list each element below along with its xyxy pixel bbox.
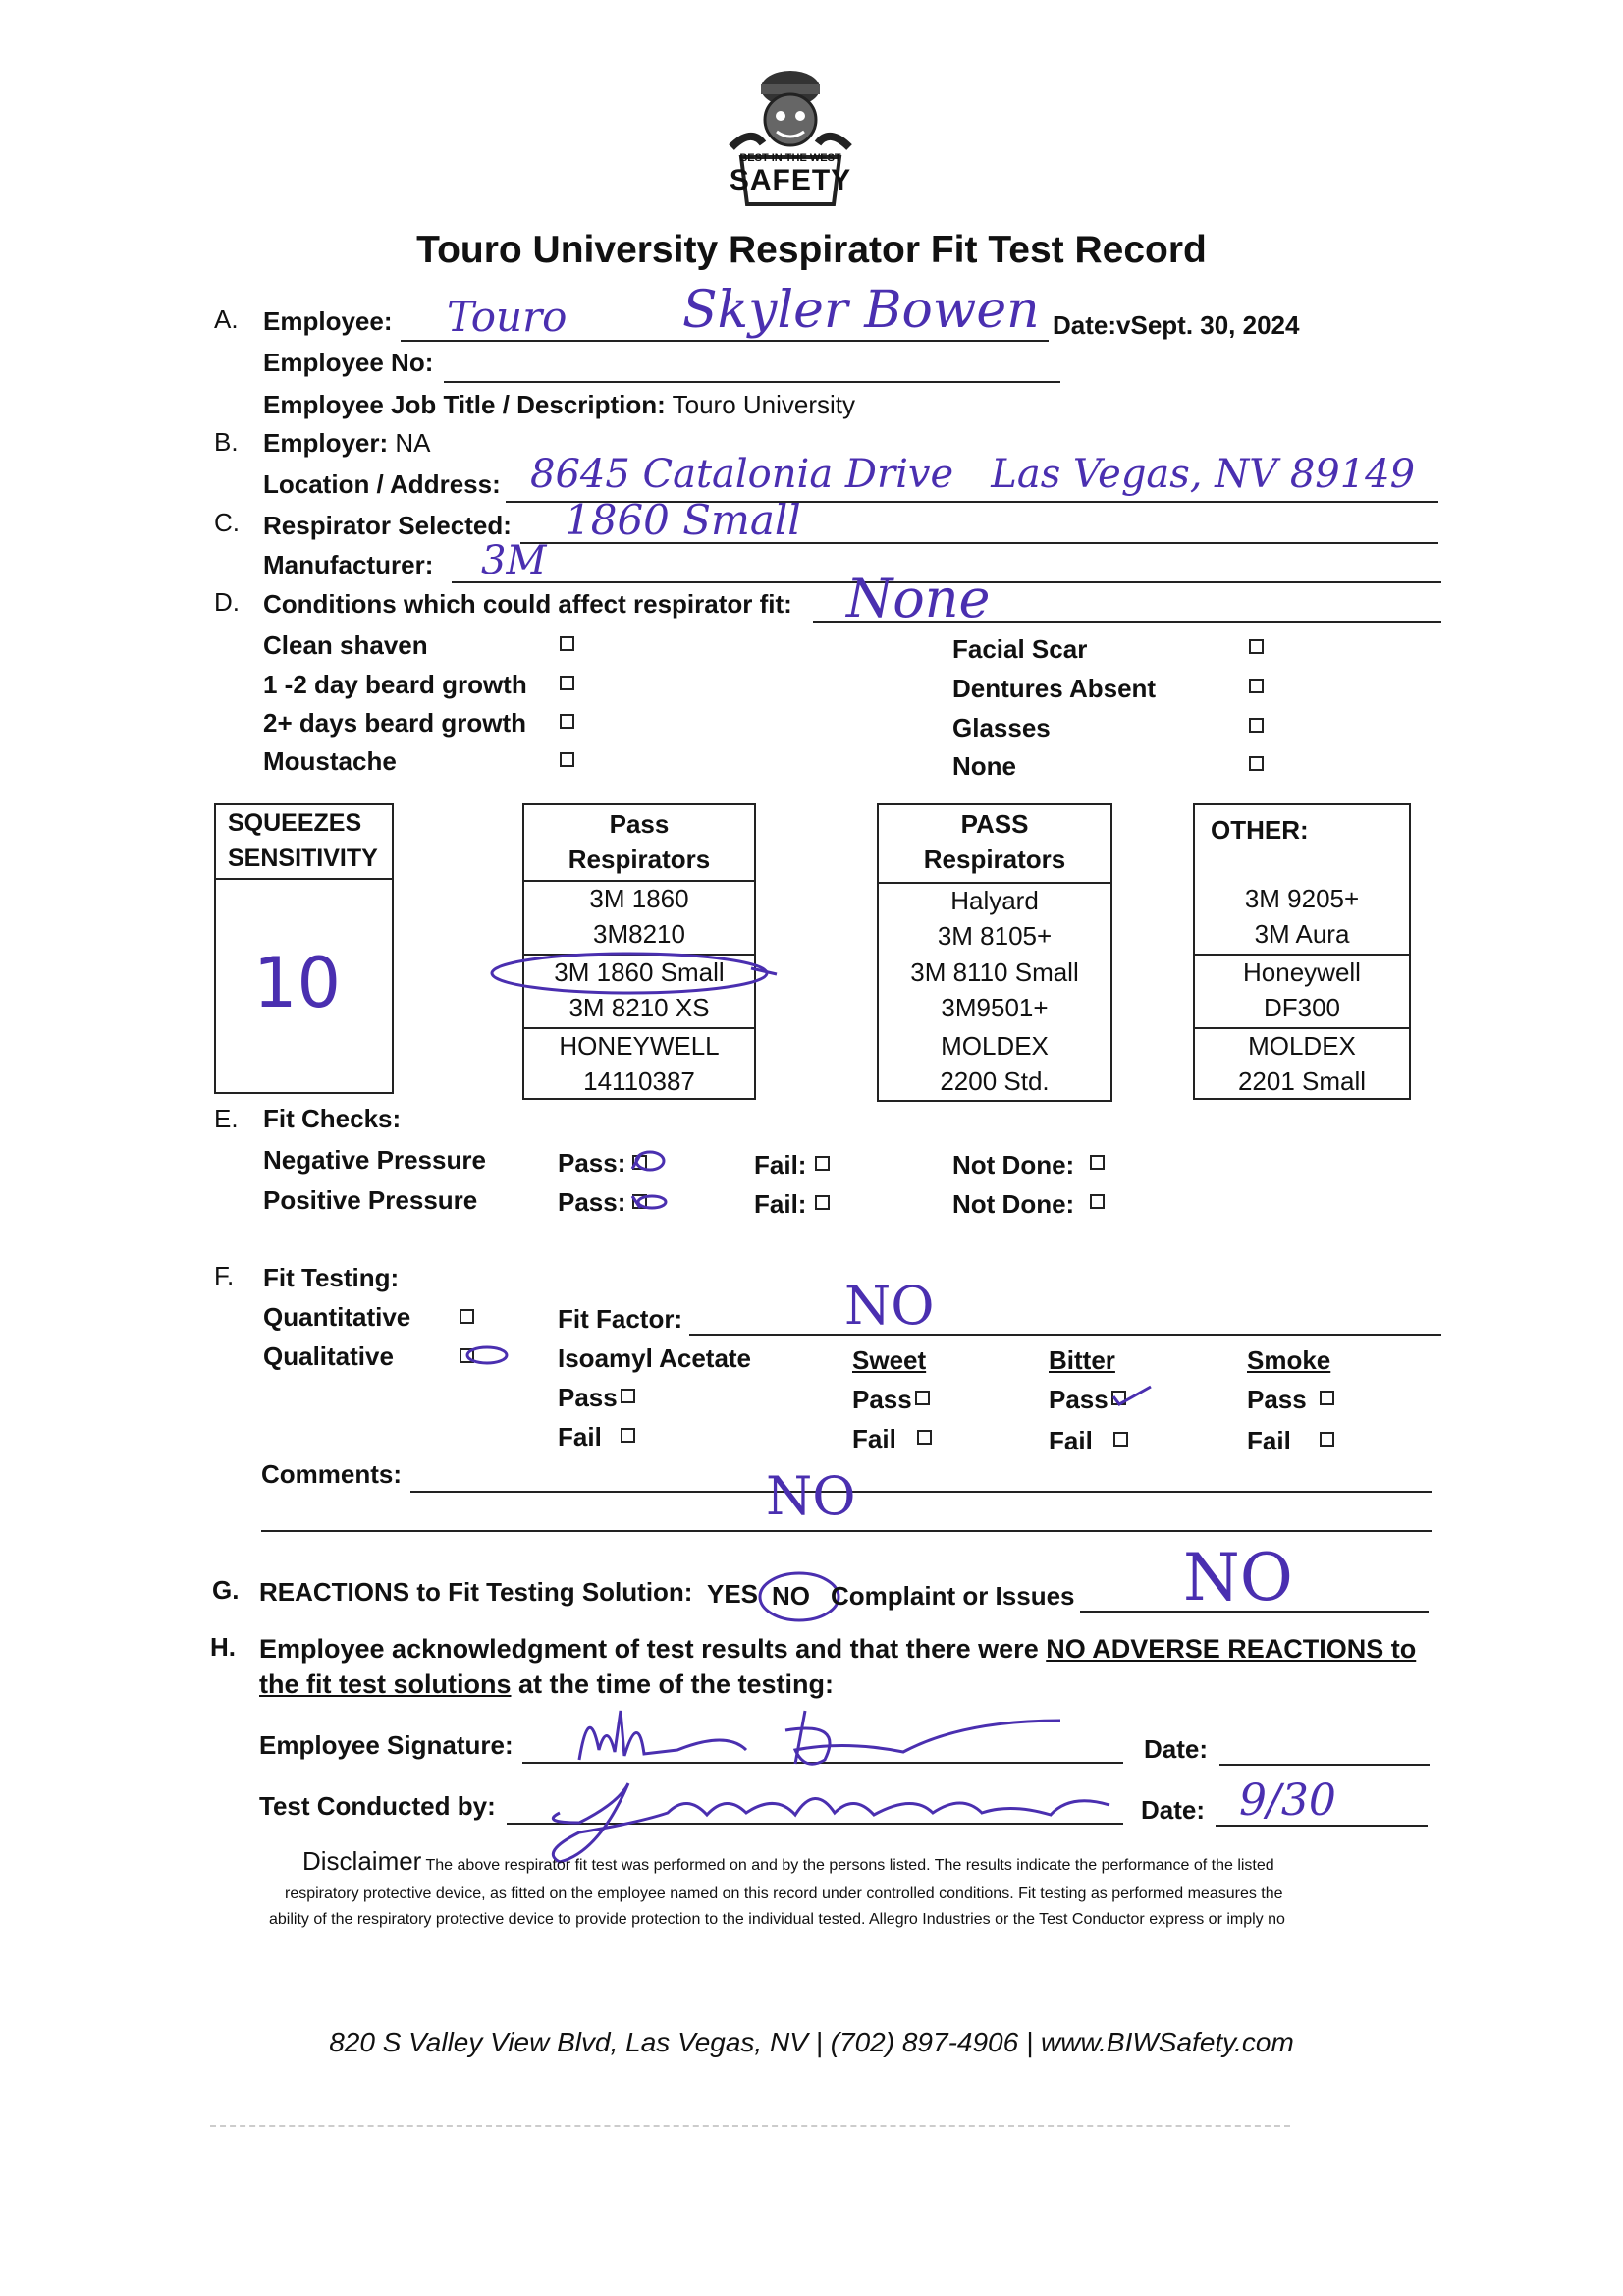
other-divider-2 bbox=[1195, 1027, 1409, 1029]
pass-box-2-divider-0 bbox=[879, 882, 1110, 884]
employee-label: Employee: bbox=[263, 306, 393, 336]
pass-check-marks bbox=[619, 1139, 677, 1218]
squeeze-header-2: SENSITIVITY bbox=[228, 845, 378, 872]
comments-line-1 bbox=[410, 1491, 1432, 1493]
disclaimer-title: Disclaimer bbox=[302, 1846, 422, 1876]
positive-fail-label: Fail: bbox=[754, 1189, 807, 1219]
condition-dentures-absent: Dentures Absent bbox=[952, 674, 1157, 703]
pass-box-1-item: 14110387 bbox=[583, 1066, 695, 1096]
sweet-pass-checkbox[interactable] bbox=[915, 1391, 930, 1405]
employee-no-label: Employee No: bbox=[263, 348, 434, 377]
section-b-letter: B. bbox=[214, 427, 239, 457]
conditions-value: None bbox=[846, 568, 991, 629]
employee-signature-label: Employee Signature: bbox=[259, 1730, 514, 1760]
pass-box-1-divider-2 bbox=[524, 1027, 754, 1029]
negative-pass-label: Pass: bbox=[558, 1148, 626, 1177]
pass-box-1-divider-0 bbox=[524, 880, 754, 882]
other-item: 3M Aura bbox=[1254, 919, 1350, 949]
other-item: Honeywell bbox=[1243, 957, 1361, 987]
condition-none: None bbox=[952, 751, 1016, 781]
pass-box-2-item: MOLDEX bbox=[941, 1031, 1049, 1061]
pass-box-1-header-1: Pass bbox=[609, 809, 670, 839]
isoamyl-pass-label: Pass bbox=[558, 1383, 618, 1412]
disclaimer-line-1 bbox=[302, 1846, 1274, 1877]
section-a-letter: A. bbox=[214, 304, 239, 334]
disclaimer-line-2: respiratory protective device, as fitted on the employee named on this record under controlled conditions. Fit testing as performed measures the bbox=[285, 1886, 1283, 1902]
other-divider-1 bbox=[1195, 954, 1409, 956]
location-label: Location / Address: bbox=[263, 469, 501, 499]
section-c-letter: C. bbox=[214, 508, 240, 537]
sweet-fail-label: Fail bbox=[852, 1424, 896, 1453]
reactions-complaint: Complaint or Issues bbox=[831, 1581, 1075, 1611]
fit-factor-value: NO bbox=[844, 1275, 935, 1337]
checkbox-moustache[interactable] bbox=[560, 752, 574, 767]
reactions-no[interactable]: NO bbox=[772, 1581, 810, 1611]
pass-box-1-item: HONEYWELL bbox=[559, 1031, 720, 1061]
bitter-pass-check-mark bbox=[1108, 1381, 1157, 1410]
positive-not-done-checkbox[interactable] bbox=[1090, 1194, 1105, 1209]
condition-2-plus-days-beard: 2+ days beard growth bbox=[263, 708, 527, 738]
section-g-letter: G. bbox=[212, 1575, 240, 1605]
employee-value-1: Touro bbox=[447, 293, 568, 341]
logo-text-top: BEST IN THE WEST bbox=[739, 152, 841, 164]
negative-not-done-label: Not Done: bbox=[952, 1150, 1075, 1179]
checkbox-1-2-day-beard[interactable] bbox=[560, 676, 574, 690]
pass-box-1-item-selected: 3M 1860 Small bbox=[554, 957, 725, 987]
pass-box-2-item: 3M 8110 Small bbox=[910, 957, 1079, 987]
pass-box-2-header-2: Respirators bbox=[923, 845, 1066, 874]
isoamyl-fail-checkbox[interactable] bbox=[621, 1428, 635, 1443]
pass-respirators-box-2 bbox=[877, 803, 1112, 1102]
manufacturer-label: Manufacturer: bbox=[263, 550, 434, 579]
employer-label: Employer: bbox=[263, 428, 389, 458]
pass-box-2-item: Halyard bbox=[950, 886, 1039, 915]
checkbox-clean-shaven[interactable] bbox=[560, 636, 574, 651]
positive-fail-checkbox[interactable] bbox=[815, 1195, 830, 1210]
test-bitter: Bitter bbox=[1049, 1345, 1115, 1375]
job-title-label: Employee Job Title / Description: bbox=[263, 390, 666, 419]
condition-facial-scar: Facial Scar bbox=[952, 634, 1088, 664]
fit-testing-label: Fit Testing: bbox=[263, 1263, 400, 1292]
footer-faint-rule bbox=[210, 2125, 1290, 2127]
selected-respirator-circle bbox=[486, 949, 781, 998]
manufacturer-value: 3M bbox=[481, 538, 547, 583]
test-sweet: Sweet bbox=[852, 1345, 927, 1375]
pass-box-2-header-1: PASS bbox=[960, 809, 1029, 839]
employee-value-2: Skyler Bowen bbox=[682, 281, 1040, 340]
squeeze-sensitivity-box bbox=[214, 803, 394, 1094]
reactions-value: NO bbox=[1183, 1540, 1293, 1615]
conditions-label: Conditions which could affect respirator fit: bbox=[263, 589, 792, 619]
fit-factor-line bbox=[689, 1334, 1441, 1336]
other-item: 2201 Small bbox=[1237, 1066, 1367, 1096]
other-respirators-box bbox=[1193, 803, 1411, 1100]
ack-underlined-1: NO ADVERSE REACTIONS to bbox=[1046, 1634, 1417, 1664]
fit-factor-label: Fit Factor: bbox=[558, 1304, 683, 1334]
ack-underlined-2: the fit test solutions bbox=[259, 1669, 512, 1699]
other-item: 3M 9205+ bbox=[1244, 884, 1360, 913]
bitter-pass-label: Pass bbox=[1049, 1385, 1109, 1414]
checkbox-dentures-absent[interactable] bbox=[1249, 679, 1264, 693]
test-isoamyl-acetate: Isoamyl Acetate bbox=[558, 1343, 752, 1373]
job-title-value: Touro University bbox=[672, 390, 856, 419]
section-e-letter: E. bbox=[214, 1104, 239, 1133]
test-conducted-label: Test Conducted by: bbox=[259, 1791, 496, 1821]
pass-box-1-item: 3M8210 bbox=[593, 919, 685, 949]
pass-box-2-item: 3M9501+ bbox=[941, 993, 1049, 1022]
squeeze-header-1: SQUEEZES bbox=[228, 809, 362, 837]
condition-1-2-day-beard: 1 -2 day beard growth bbox=[263, 670, 527, 699]
document-title: Touro University Respirator Fit Test Record bbox=[416, 229, 1207, 271]
comments-line-2 bbox=[261, 1530, 1432, 1532]
checkbox-facial-scar[interactable] bbox=[1249, 639, 1264, 654]
smoke-fail-label: Fail bbox=[1247, 1426, 1291, 1455]
bitter-fail-label: Fail bbox=[1049, 1426, 1093, 1455]
comments-value: NO bbox=[766, 1465, 856, 1527]
smoke-pass-label: Pass bbox=[1247, 1385, 1307, 1414]
condition-clean-shaven: Clean shaven bbox=[263, 630, 428, 660]
employee-signature-date-label: Date: bbox=[1144, 1734, 1209, 1764]
checkbox-none[interactable] bbox=[1249, 756, 1264, 771]
smoke-pass-checkbox[interactable] bbox=[1320, 1391, 1334, 1405]
positive-not-done-label: Not Done: bbox=[952, 1189, 1075, 1219]
condition-glasses: Glasses bbox=[952, 713, 1051, 742]
employee-no-line bbox=[444, 381, 1060, 383]
respirator-label: Respirator Selected: bbox=[263, 511, 512, 540]
respirator-value: 1860 Small bbox=[565, 496, 801, 544]
footer-contact: 820 S Valley View Blvd, Las Vegas, NV | (702) 897-4906 | www.BIWSafety.com bbox=[329, 2027, 1294, 2057]
test-conducted-date-label: Date: bbox=[1141, 1795, 1206, 1825]
sweet-fail-checkbox[interactable] bbox=[917, 1430, 932, 1445]
test-conducted-date-value: 9/30 bbox=[1239, 1776, 1336, 1826]
pass-box-2-item: 2200 Std. bbox=[940, 1066, 1050, 1096]
smoke-fail-checkbox[interactable] bbox=[1320, 1432, 1334, 1447]
test-smoke: Smoke bbox=[1247, 1345, 1331, 1375]
date-label: Date:vSept. 30, 2024 bbox=[1053, 310, 1300, 340]
checkbox-glasses[interactable] bbox=[1249, 718, 1264, 733]
disclaimer-text-1: The above respirator fit test was performed on and by the persons listed. The results indicate the performance of the listed bbox=[425, 1857, 1274, 1874]
qualitative-check-mark bbox=[452, 1339, 514, 1371]
negative-not-done-checkbox[interactable] bbox=[1090, 1155, 1105, 1170]
disclaimer-line-3: ability of the respiratory protective device to provide protection to the individual tested. Allegro Industries or the Test Conductor express or imply no bbox=[269, 1911, 1285, 1928]
squeeze-value: 10 bbox=[253, 943, 342, 1023]
pass-box-1-item: 3M 1860 bbox=[589, 884, 689, 913]
pass-box-1-header-2: Respirators bbox=[568, 845, 711, 874]
isoamyl-pass-checkbox[interactable] bbox=[621, 1389, 635, 1403]
bitter-fail-checkbox[interactable] bbox=[1113, 1432, 1128, 1447]
company-logo bbox=[712, 59, 869, 206]
employer-row bbox=[263, 428, 431, 459]
section-h-letter: H. bbox=[210, 1632, 236, 1662]
section-d-letter: D. bbox=[214, 587, 240, 617]
logo-text-main: SAFETY bbox=[729, 164, 852, 196]
reactions-label: REACTIONS to Fit Testing Solution: bbox=[259, 1577, 693, 1607]
quantitative-label: Quantitative bbox=[263, 1302, 411, 1332]
squeeze-divider bbox=[216, 878, 392, 880]
isoamyl-fail-label: Fail bbox=[558, 1422, 602, 1451]
positive-pass-label: Pass: bbox=[558, 1187, 626, 1217]
other-item: DF300 bbox=[1263, 993, 1341, 1022]
positive-pressure-label: Positive Pressure bbox=[263, 1185, 478, 1215]
condition-moustache: Moustache bbox=[263, 746, 397, 776]
job-title-row bbox=[263, 390, 855, 420]
section-f-letter: F. bbox=[214, 1261, 235, 1290]
reactions-yes[interactable]: YES bbox=[707, 1579, 759, 1609]
employer-value: NA bbox=[395, 428, 431, 458]
negative-fail-label: Fail: bbox=[754, 1150, 807, 1179]
ack-text-2: at the time of the testing: bbox=[511, 1669, 835, 1699]
pass-box-1-item: 3M 8210 XS bbox=[568, 993, 710, 1022]
fit-checks-label: Fit Checks: bbox=[263, 1104, 402, 1133]
pass-box-2-item: 3M 8105+ bbox=[937, 921, 1053, 951]
other-item: MOLDEX bbox=[1248, 1031, 1356, 1061]
location-value: 8645 Catalonia Drive Las Vegas, NV 89149 bbox=[530, 452, 1416, 497]
employee-signature-date-line bbox=[1219, 1764, 1430, 1766]
comments-label: Comments: bbox=[261, 1459, 403, 1489]
checkbox-2-plus-days-beard[interactable] bbox=[560, 714, 574, 729]
negative-fail-checkbox[interactable] bbox=[815, 1156, 830, 1171]
qualitative-label: Qualitative bbox=[263, 1341, 394, 1371]
sweet-pass-label: Pass bbox=[852, 1385, 912, 1414]
quantitative-checkbox[interactable] bbox=[460, 1309, 474, 1324]
ack-text-1: Employee acknowledgment of test results and that there were bbox=[259, 1634, 1047, 1664]
other-header: OTHER: bbox=[1211, 815, 1309, 845]
acknowledgment-line-1 bbox=[259, 1634, 1416, 1665]
negative-pressure-label: Negative Pressure bbox=[263, 1145, 486, 1175]
